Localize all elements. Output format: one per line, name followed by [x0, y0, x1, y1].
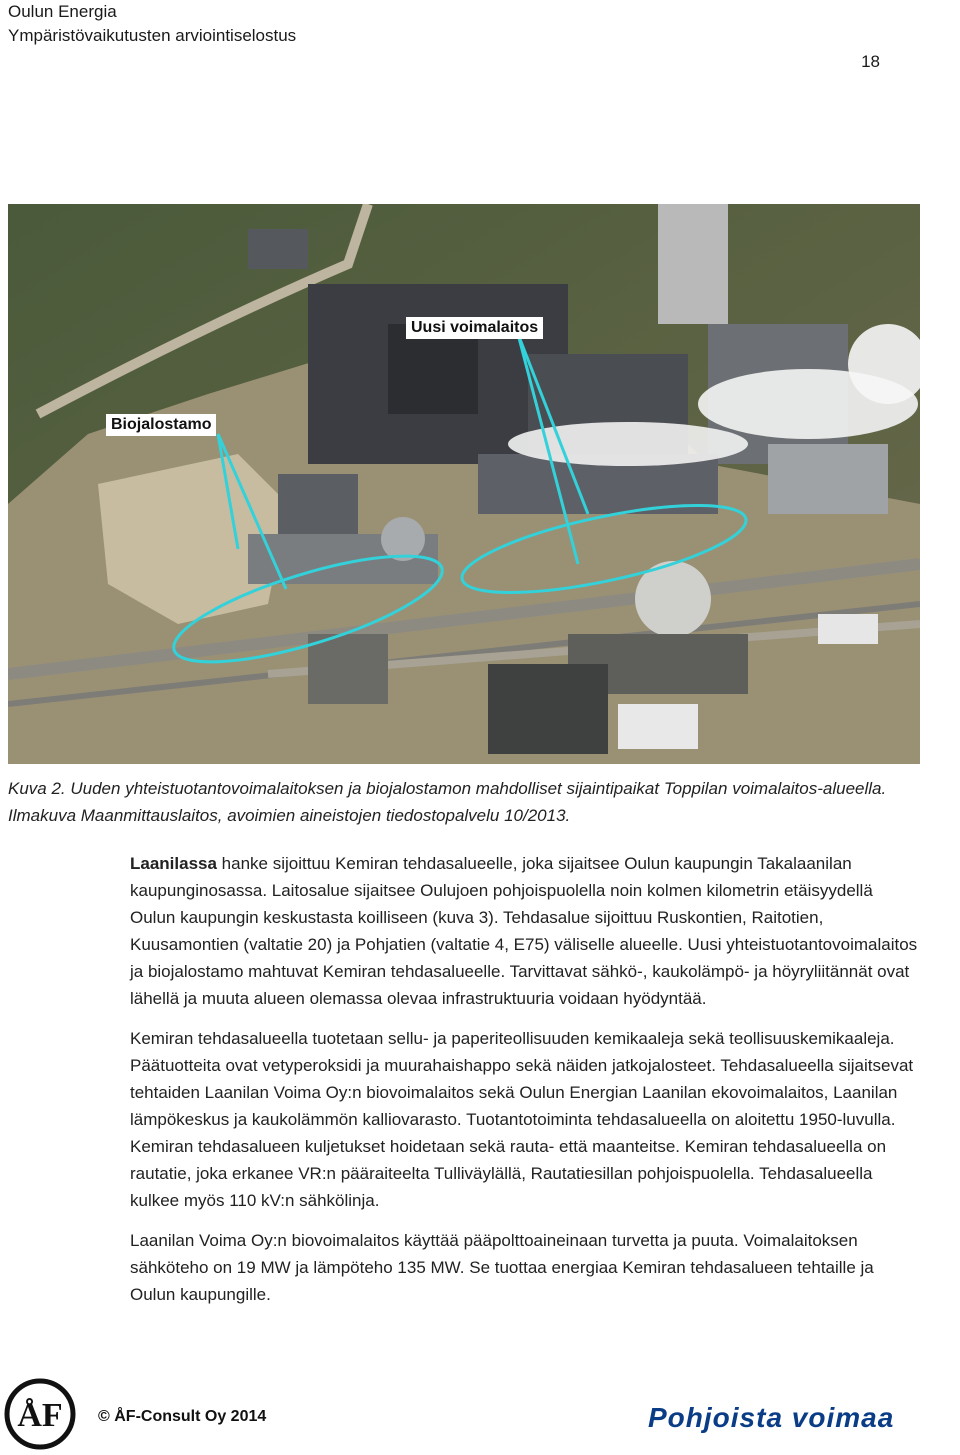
aerial-photo-drawing	[8, 204, 920, 764]
page-number: 18	[861, 52, 880, 71]
af-logo	[4, 1378, 88, 1450]
slogan: Pohjoista voimaa	[648, 1402, 895, 1433]
af-logo-text: ÅF	[17, 1397, 63, 1434]
company-name: Oulun Energia	[8, 2, 117, 21]
paragraph-1-lead: Laanilassa	[130, 854, 217, 873]
running-header	[8, 0, 296, 48]
label-biorefinery: Biojalostamo	[106, 414, 216, 436]
paragraph-2: Kemiran tehdasalueella tuotetaan sellu- ja paperiteollisuuden kemikaaleja sekä teollisuuskemikaaleja. Päätuotteita ovat vetyperoksidi ja muurahaishappo sekä näiden jatkojalosteet. Tehdasalueella sijaitsevat tehtaiden Laanilan Voima Oy:n biovoimalaitos sekä Oulun Energian Laanilan ekovoimalaitos, Laanilan lämpökeskus ja kaukolämmön kalliovarasto. Tuotantotoiminta tehdasalueella on aloitettu 1950-luvulla. Kemiran tehdasalueen kuljetukset hoidetaan sekä rauta- että maanteitse. Kemiran tehdasalueella on rautatie, joka erkanee VR:n pääraiteelta Tulliväylällä, Rautatiesillan pohjoispuolella. Tehdasalueella kulkee myös 110 kV:n sähkölinja.	[130, 1029, 914, 1210]
paragraph-1	[130, 850, 920, 1012]
label-new-plant: Uusi voimalaitos	[406, 317, 543, 339]
aerial-photo	[8, 204, 920, 764]
body-text	[130, 850, 920, 1321]
report-title: Ympäristövaikutusten arviointiselostus	[8, 26, 297, 45]
paragraph-1-text: hanke sijoittuu Kemiran tehdasalueelle, joka sijaitsee Oulun kaupungin Takalaanilan kaupunginosassa. Laitosalue sijaitsee Oulujoen pohjoispuolella noin kolmen kilometrin etäisyydellä Oulun kaupungin keskustasta koilliseen (kuva 3). Tehdasalue sijoittuu Ruskontien, Raitotien, Kuusamontien (valtatie 20) ja Pohjatien (valtatie 4, E75) väliselle alueelle. Uusi yhteistuotantovoimalaitos ja biojalostamo mahtuvat Kemiran tehdasalueelle. Tarvittavat sähkö-, kaukolämpö- ja höyryliitännät ovat lähellä ja muuta alueen olemassa olevaa infrastruktuuria voidaan hyödyntää.	[130, 854, 918, 1008]
af-logo-icon	[4, 1378, 88, 1450]
copyright: © ÅF-Consult Oy 2014	[98, 1408, 267, 1425]
paragraph-3: Laanilan Voima Oy:n biovoimalaitos käyttää pääpolttoaineinaan turvetta ja puuta. Voimalaitoksen sähköteho on 19 MW ja lämpöteho 135 MW. Se tuottaa energiaa Kemiran tehdasalueen tehtaille ja Oulun kaupungille.	[130, 1231, 874, 1304]
figure-caption: Kuva 2. Uuden yhteistuotantovoimalaitoksen ja biojalostamon mahdolliset sijaintipaikat Toppilan voimalaitos-alueella. Ilmakuva Maanmittauslaitos, avoimien aineistojen tiedostopalvelu 10/2013.	[8, 779, 887, 825]
